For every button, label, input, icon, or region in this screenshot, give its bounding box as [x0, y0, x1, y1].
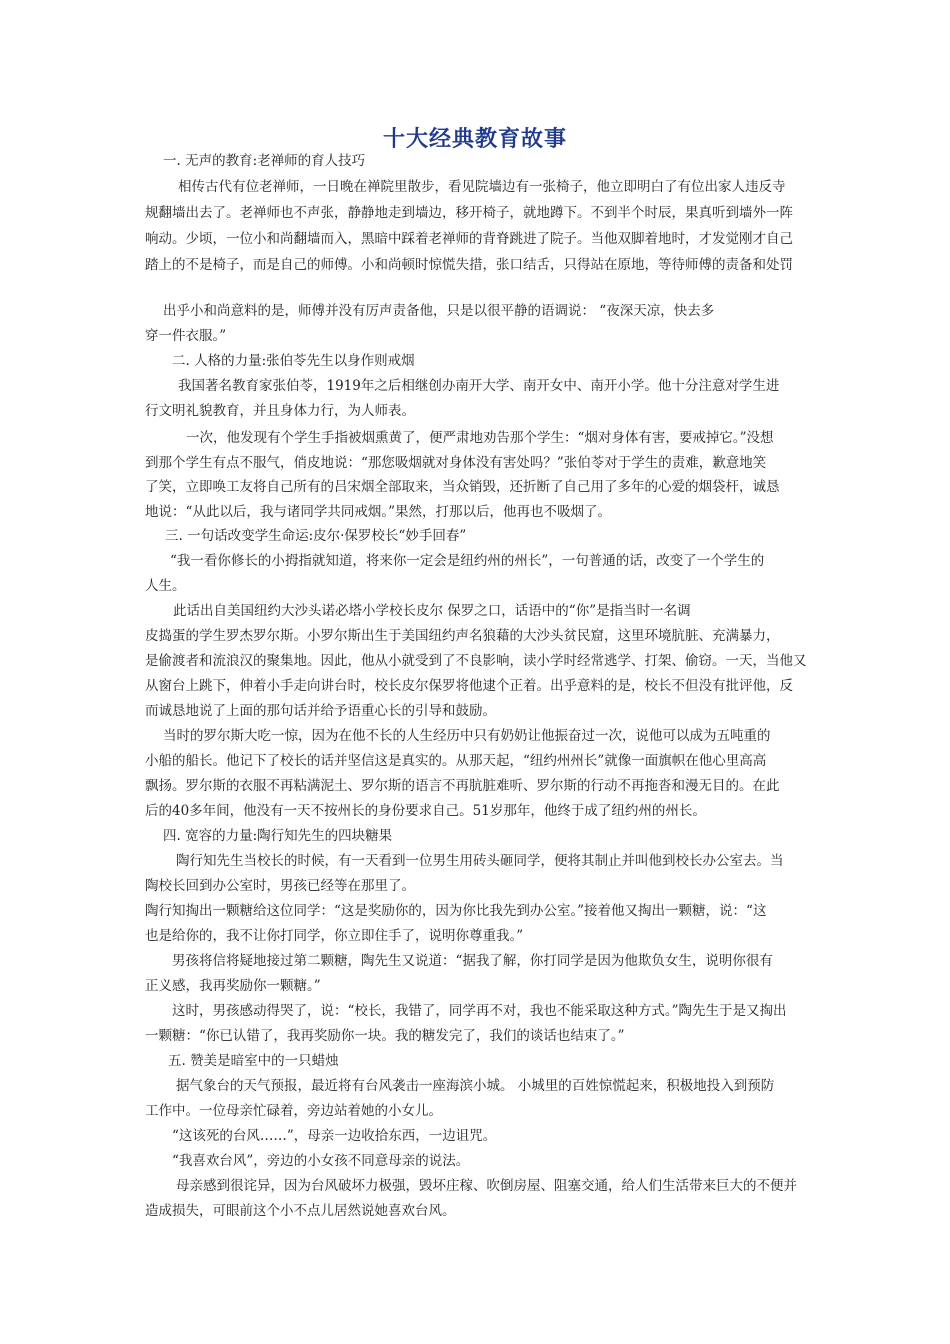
paragraph-line: 地说：“从此以后，我与诸同学共同戒烟。”果然，打那以后，他再也不吸烟了。 [145, 504, 612, 520]
paragraph-line: 一颗糖：“你已认错了，我再奖励你一块。我的糖发完了，我们的谈话也结束了。” [145, 1028, 625, 1044]
section-heading-5: 五. 赞美是暗室中的一只蜡烛 [168, 1053, 339, 1069]
paragraph-line: 这时，男孩感动得哭了，说：“校长，我错了，同学再不对，我也不能采取这种方式。”陶先生于是又掏出 [172, 1003, 787, 1019]
section-heading-2: 二. 人格的力量:张伯苓先生以身作则戒烟 [172, 353, 415, 369]
paragraph-line: “我喜欢台风”，旁边的小女孩不同意母亲的说法。 [172, 1153, 470, 1169]
paragraph-line: 了笑，立即唤工友将自己所有的吕宋烟全部取来，当众销毁，还折断了自己用了多年的心爱的烟袋杆，诚恳 [145, 479, 780, 495]
paragraph-line: 我国著名教育家张伯苓，1919年之后相继创办南开大学、南开女中、南开小学。他十分注意对学生进 [178, 378, 780, 394]
document-title: 十大经典教育故事 [382, 127, 567, 152]
section-heading-3: 三. 一句话改变学生命运:皮尔·保罗校长“妙手回春” [165, 528, 467, 544]
paragraph-line: 造成损失，可眼前这个小不点儿居然说她喜欢台风。 [145, 1203, 456, 1219]
paragraph-line: 此话出自美国纽约大沙头诺必塔小学校长皮尔 保罗之口，话语中的“你”是指当时一名调 [173, 603, 691, 619]
paragraph-line: 规翻墙出去了。老禅师也不声张，静静地走到墙边，移开椅子，就地蹲下。不到半个时辰，果真听到墙外一阵 [145, 205, 793, 221]
paragraph-line: 据气象台的天气预报，最近将有台风袭击一座海滨小城。 小城里的百姓惊慌起来，积极地投入到预防 [176, 1078, 775, 1094]
paragraph-line: 出乎小和尚意料的是，师傅并没有厉声责备他，只是以很平静的语调说： “夜深天凉，快去多 [163, 303, 715, 319]
section-heading-4: 四. 宽容的力量:陶行知先生的四块糖果 [163, 828, 393, 844]
paragraph-line: 母亲感到很诧异，因为台风破坏力极强，毁坏庄稼、吹倒房屋、阻塞交通，给人们生活带来巨大的不便并 [176, 1178, 797, 1194]
paragraph-line: 相传古代有位老禅师，一日晚在禅院里散步，看见院墙边有一张椅子，他立即明白了有位出家人违反寺 [178, 179, 786, 195]
section-heading-1: 一. 无声的教育:老禅师的育人技巧 [163, 153, 366, 169]
paragraph-line: 人生。 [145, 578, 186, 594]
paragraph-line: 飘扬。罗尔斯的衣服不再粘满泥土、罗尔斯的语言不再肮脏难听、罗尔斯的行动不再拖沓和漫无目的。在此 [145, 778, 780, 794]
paragraph-line: 也是给你的，我不让你打同学，你立即住手了，说明你尊重我。” [145, 928, 524, 944]
paragraph-line: 到那个学生有点不服气，俏皮地说：“那您吸烟就对身体没有害处吗？”张伯苓对于学生的责难，歉意地笑 [145, 455, 767, 471]
paragraph-line: 行文明礼貌教育，并且身体力行，为人师表。 [145, 403, 415, 419]
paragraph-line: “这该死的台风……”，母亲一边收拾东西，一边诅咒。 [172, 1128, 497, 1144]
paragraph-line: 而诚恳地说了上面的那句话并给予语重心长的引导和鼓励。 [145, 703, 496, 719]
paragraph-line: 正义感，我再奖励你一颗糖。” [145, 978, 321, 994]
paragraph-line: 响动。少顷，一位小和尚翻墙而入，黑暗中踩着老禅师的背脊跳进了院子。当他双脚着地时，才发觉刚才自己 [145, 231, 793, 247]
paragraph-line: 当时的罗尔斯大吃一惊，因为在他不长的人生经历中只有奶奶让他振奋过一次，说他可以成为五吨重的 [163, 728, 771, 744]
paragraph-line: 踏上的不是椅子，而是自己的师傅。小和尚顿时惊慌失措，张口结舌，只得站在原地，等待师傅的责备和处罚 [145, 257, 793, 273]
paragraph-line: 工作中。一位母亲忙碌着，旁边站着她的小女儿。 [145, 1103, 442, 1119]
paragraph-line: “我一看你修长的小拇指就知道，将来你一定会是纽约州的州长”，一句普通的话，改变了一个学生的 [170, 553, 765, 569]
paragraph-line: 男孩将信将疑地接过第二颗糖，陶先生又说道：“据我了解，你打同学是因为他欺负女生，说明你很有 [172, 953, 773, 969]
paragraph-line: 一次，他发现有个学生手指被烟熏黄了，便严肃地劝告那个学生：“烟对身体有害，要戒掉它。”没想 [186, 430, 774, 446]
paragraph-line: 陶行知先生当校长的时候，有一天看到一位男生用砖头砸同学，便将其制止并叫他到校长办公室去。当 [176, 853, 784, 869]
paragraph-line: 是偷渡者和流浪汉的聚集地。因此，他从小就受到了不良影响，读小学时经常逃学、打架、偷窃。一天，当他又 [145, 653, 807, 669]
paragraph-line: 穿一件衣服。” [145, 328, 227, 344]
paragraph-line: 后的40多年间，他没有一天不按州长的身份要求自己。51岁那年，他终于成了纽约州的州长。 [145, 803, 706, 819]
paragraph-line: 陶校长回到办公室时，男孩已经等在那里了。 [145, 878, 415, 894]
paragraph-line: 陶行知掏出一颗糖给这位同学：“这是奖励你的，因为你比我先到办公室。”接着他又掏出一颗糖，说：“这 [145, 903, 767, 919]
paragraph-line: 小船的船长。他记下了校长的话并坚信这是真实的。从那天起，“纽约州州长”就像一面旗帜在他心里高高 [145, 753, 767, 769]
paragraph-line: 从窗台上跳下，伸着小手走向讲台时，校长皮尔保罗将他逮个正着。出乎意料的是，校长不但没有批评他，反 [145, 678, 793, 694]
paragraph-line: 皮捣蛋的学生罗杰罗尔斯。小罗尔斯出生于美国纽约声名狼藉的大沙头贫民窟，这里环境肮脏、充满暴力， [145, 628, 780, 644]
